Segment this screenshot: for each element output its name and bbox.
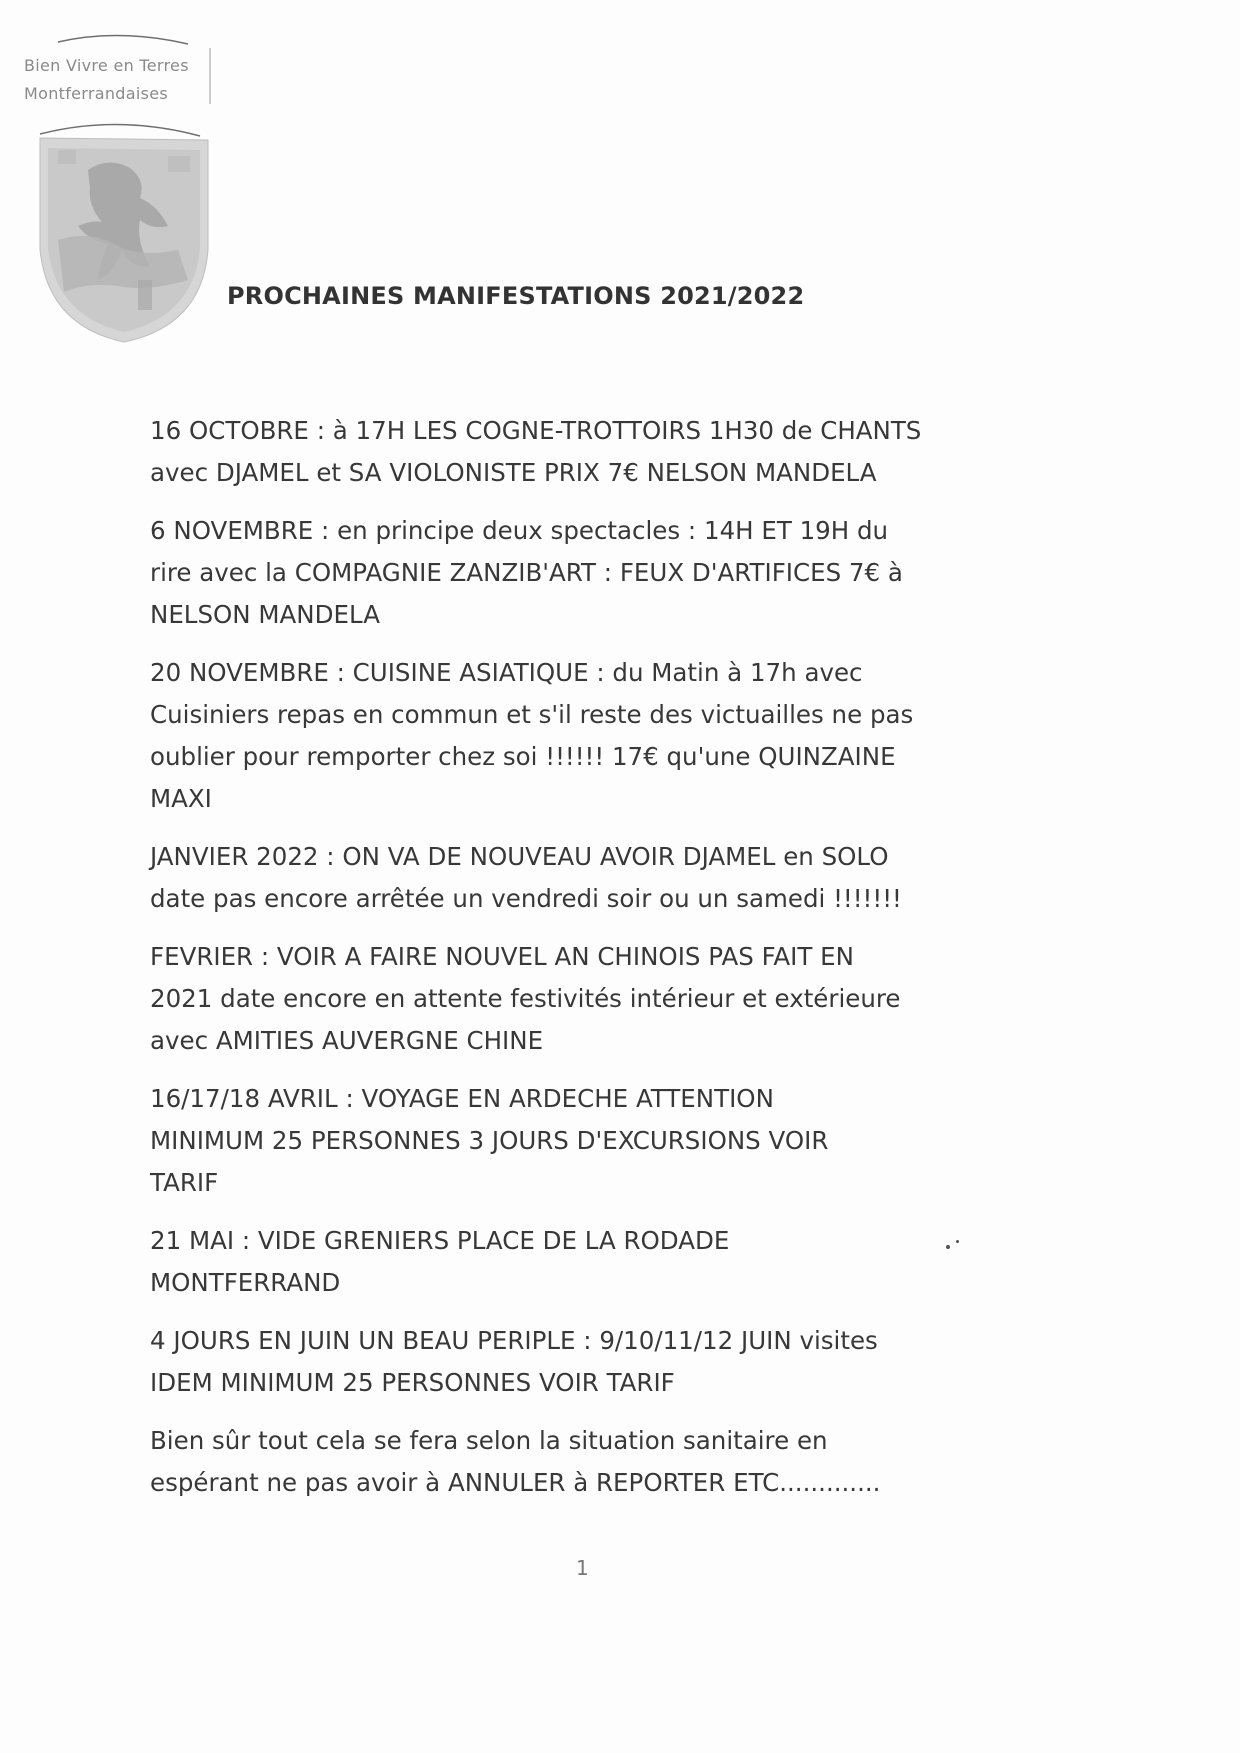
scan-speck xyxy=(956,1240,959,1243)
closing-note: Bien sûr tout cela se fera selon la situation sanitaire en espérant ne pas avoir à ANNULER à REPORTER ETC............. xyxy=(150,1426,881,1497)
logo-text-line2: Montferrandaises xyxy=(24,84,169,103)
association-logo xyxy=(18,30,218,350)
event-item-november-6: 6 NOVEMBRE : en principe deux spectacles : 14H ET 19H du rire avec la COMPAGNIE ZANZIB'ART : FEUX D'ARTIFICES 7€ à NELSON MANDELA xyxy=(150,516,903,629)
scan-speck xyxy=(946,1245,950,1249)
page-title: PROCHAINES MANIFESTATIONS 2021/2022 xyxy=(227,282,805,310)
event-item-february: FEVRIER : VOIR A FAIRE NOUVEL AN CHINOIS PAS FAIT EN 2021 date encore en attente festivités intérieur et extérieure avec AMITIES AUVERGNE CHINE xyxy=(150,942,901,1055)
events-list xyxy=(150,410,1010,1529)
event-item-may: 21 MAI : VIDE GRENIERS PLACE DE LA RODADE MONTFERRAND xyxy=(150,1226,730,1297)
page-number: 1 xyxy=(576,1556,589,1580)
logo-text-line1: Bien Vivre en Terres xyxy=(24,56,189,75)
event-item-october: 16 OCTOBRE : à 17H LES COGNE-TROTTOIRS 1H30 de CHANTS avec DJAMEL et SA VIOLONISTE PRIX 7€ NELSON MANDELA xyxy=(150,416,922,487)
event-item-june: 4 JOURS EN JUIN UN BEAU PERIPLE : 9/10/11/12 JUIN visites IDEM MINIMUM 25 PERSONNES VOIR TARIF xyxy=(150,1326,878,1397)
event-item-january: JANVIER 2022 : ON VA DE NOUVEAU AVOIR DJAMEL en SOLO date pas encore arrêtée un vendredi soir ou un samedi !!!!!!! xyxy=(150,842,902,913)
shield-crest-icon xyxy=(18,30,218,350)
event-item-november-20: 20 NOVEMBRE : CUISINE ASIATIQUE : du Matin à 17h avec Cuisiniers repas en commun et s'il reste des victuailles ne pas oublier pour remporter chez soi !!!!!! 17€ qu'une QUINZAINE MAXI xyxy=(150,658,914,813)
event-item-april: 16/17/18 AVRIL : VOYAGE EN ARDECHE ATTENTION MINIMUM 25 PERSONNES 3 JOURS D'EXCURSIONS VOIR TARIF xyxy=(150,1084,829,1197)
